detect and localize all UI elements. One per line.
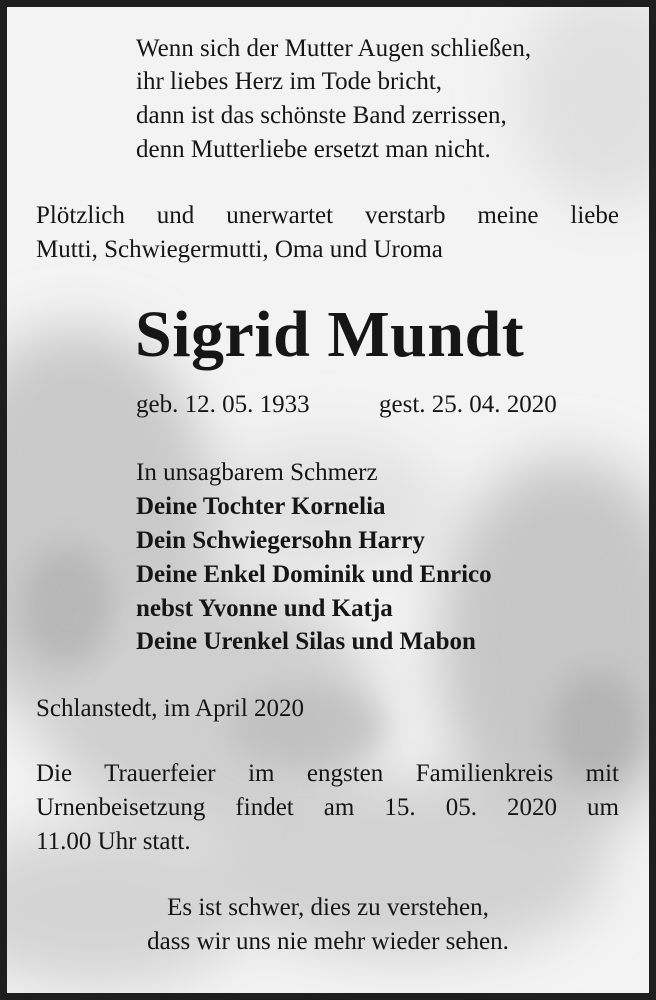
mourner-line: Dein Schwiegersohn Harry [136,527,425,554]
poem-line: dann ist das schönste Band zerrissen, [136,102,507,129]
intro-line: Mutti, Schwiegermutti, Oma und Uroma [36,236,443,263]
mourner-line: nebst Yvonne und Katja [136,595,393,622]
funeral-line: Die Trauerfeier im engsten Familienkreis mit [36,760,619,787]
funeral-line: Urnenbeisetzung findet am 15. 05. 2020 um [36,794,619,821]
mourner-line: Deine Tochter Kornelia [136,493,386,520]
poem-line: denn Mutterliebe ersetzt man nicht. [136,136,491,163]
deceased-name: Sigrid Mundt [135,298,525,371]
closing-poem-line: Es ist schwer, dies zu verstehen, [167,894,489,921]
place-date: Schlanstedt, im April 2020 [36,695,305,722]
poem-line: ihr liebes Herz im Tode bricht, [136,68,443,95]
intro-line: Plötzlich und unerwartet verstarb meine liebe [36,202,619,229]
mourner-line: Deine Urenkel Silas und Mabon [136,628,476,655]
birth-date: geb. 12. 05. 1933 [136,391,310,418]
mourning-intro: In unsagbarem Schmerz [136,459,378,486]
notice-text [7,7,649,993]
closing-poem-line: dass wir uns nie mehr wieder sehen. [147,928,509,955]
mourner-line: Deine Enkel Dominik und Enrico [136,561,492,588]
death-date: gest. 25. 04. 2020 [379,391,557,418]
funeral-line: 11.00 Uhr statt. [36,828,191,855]
poem-line: Wenn sich der Mutter Augen schließen, [136,35,532,62]
